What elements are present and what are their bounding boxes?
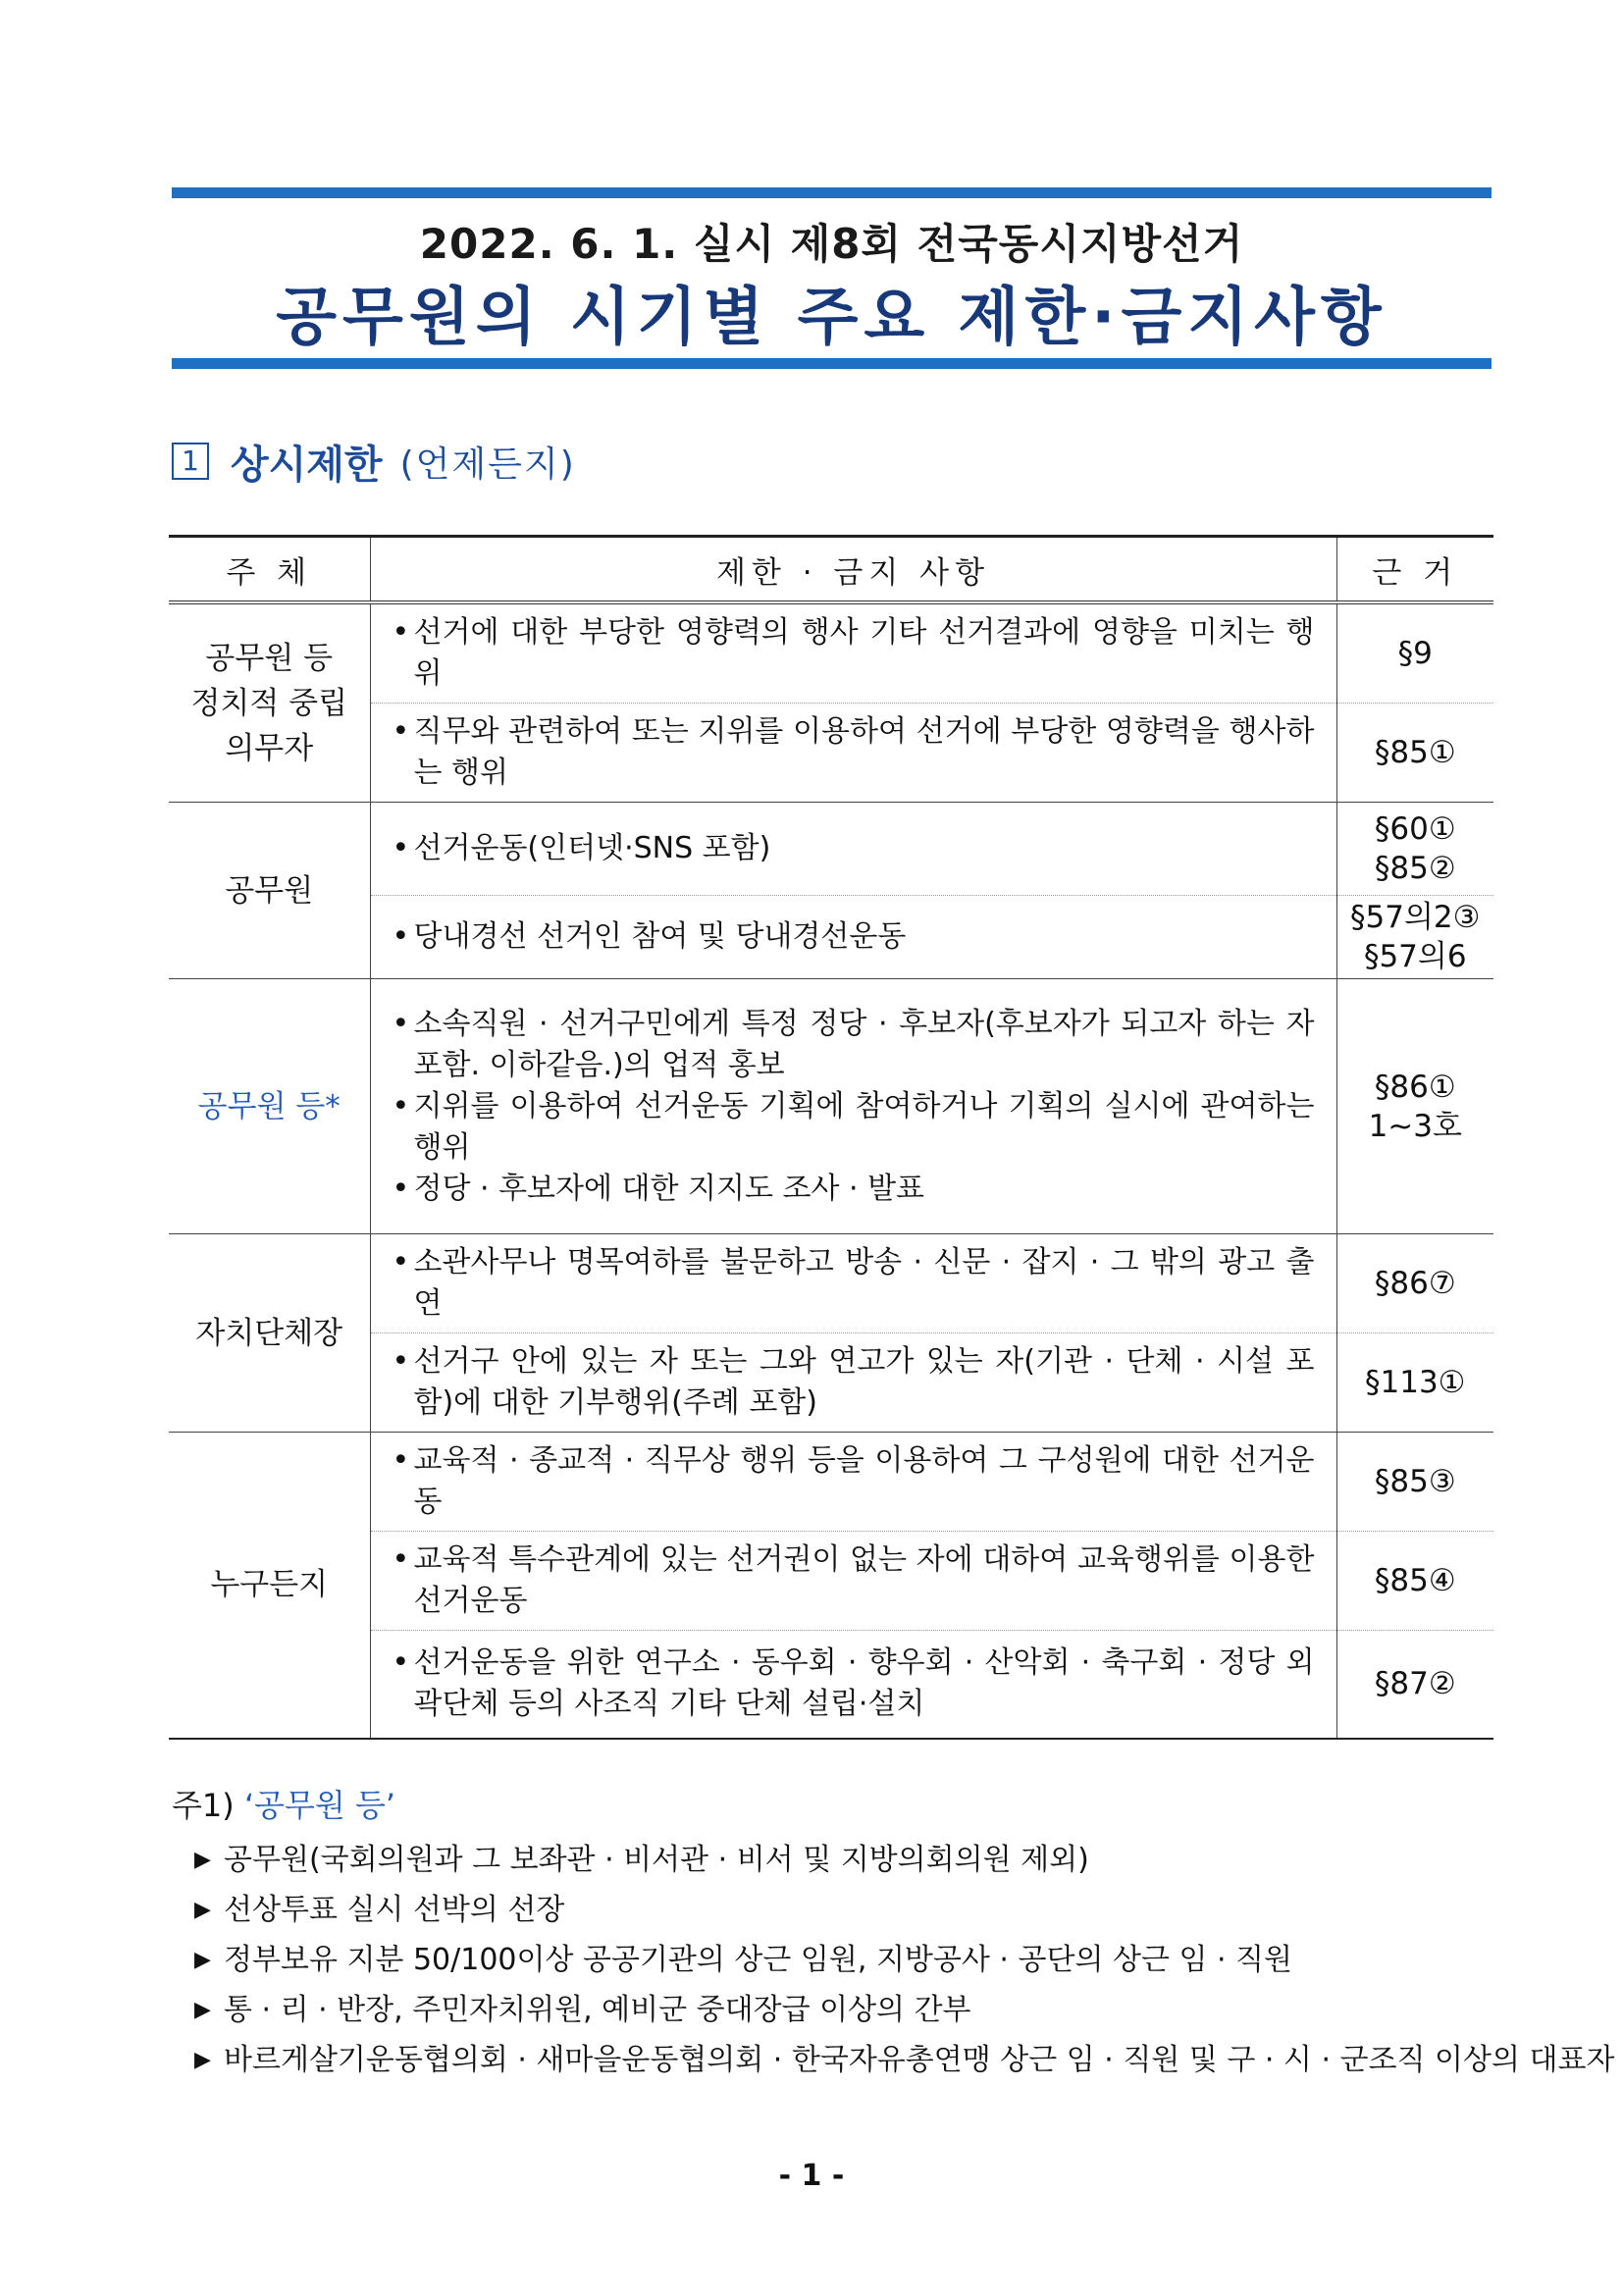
- restriction-item: [393, 1169, 1315, 1210]
- bullet-dot: •: [392, 1645, 410, 1681]
- basis-cell: §85④: [1336, 1532, 1493, 1631]
- page-number: - 1 -: [778, 2159, 845, 2193]
- header-subject: 주 체: [169, 537, 370, 603]
- note-list: [194, 1835, 1614, 2085]
- bullet-dot: •: [392, 1344, 410, 1379]
- content-cell: [370, 1631, 1336, 1739]
- note-label: 주1): [172, 1787, 235, 1824]
- restriction-text: 지위를 이용하여 선거운동 기획에 참여하거나 기획의 실시에 관여하는 행위: [413, 1088, 1315, 1165]
- restriction-text: 교육적 · 종교적 · 직무상 행위 등을 이용하여 그 구성원에 대한 선거운동: [413, 1443, 1315, 1519]
- restriction-text: 선거에 대한 부당한 영향력의 행사 기타 선거결과에 영향을 미치는 행위: [413, 615, 1315, 691]
- restriction-item: [393, 612, 1315, 695]
- section-number: 1: [172, 443, 209, 480]
- subject-cell: 누구든지: [169, 1433, 370, 1739]
- basis-cell: §87②: [1336, 1631, 1493, 1739]
- bullet-dot: •: [392, 714, 410, 749]
- restriction-item: [393, 1539, 1315, 1622]
- arrow-icon: ▶: [194, 1848, 211, 1872]
- bullet-dot: •: [392, 1088, 410, 1123]
- content-cell: [370, 979, 1336, 1234]
- restriction-item: [393, 1341, 1315, 1424]
- table-row: [169, 1234, 1493, 1333]
- note-text: 공무원(국회의원과 그 보좌관 · 비서관 · 비서 및 지방의회의원 제외): [224, 1843, 1089, 1877]
- table-row: [169, 1433, 1493, 1532]
- restriction-text: 선거운동(인터넷·SNS 포함): [413, 831, 771, 865]
- basis-cell: §85①: [1336, 704, 1493, 803]
- note-text: 정부보유 지분 50/100이상 공공기관의 상근 임원, 지방공사 · 공단의 상근 임 · 직원: [224, 1943, 1293, 1977]
- header-bottom-bar: [172, 358, 1492, 369]
- content-cell: [370, 1433, 1336, 1532]
- restriction-item: [393, 828, 1315, 869]
- note-text: 통 · 리 · 반장, 주민자치위원, 예비군 중대장급 이상의 간부: [224, 1993, 971, 2027]
- section-title: 상시제한: [231, 442, 383, 488]
- subject-cell: 공무원: [169, 803, 370, 979]
- header-content: 제한 · 금지 사항: [370, 537, 1336, 603]
- restriction-text: 선거구 안에 있는 자 또는 그와 연고가 있는 자(기관 · 단체 · 시설 포함)에 대한 기부행위(주례 포함): [413, 1344, 1315, 1420]
- bullet-dot: •: [392, 1245, 410, 1279]
- content-cell: [370, 896, 1336, 979]
- table-row: [169, 602, 1493, 704]
- bullet-dot: •: [392, 1171, 410, 1206]
- note-heading: [172, 1781, 395, 1826]
- restriction-item: [393, 1242, 1315, 1325]
- arrow-icon: ▶: [194, 1998, 211, 2022]
- note-item: [194, 2035, 1614, 2085]
- restriction-text: 직무와 관련하여 또는 지위를 이용하여 선거에 부당한 영향력을 행사하는 행위: [413, 714, 1315, 790]
- content-cell: [370, 803, 1336, 896]
- restriction-text: 당내경선 선거인 참여 및 당내경선운동: [413, 919, 907, 954]
- bullet-dot: •: [392, 919, 410, 954]
- restriction-text: 정당 · 후보자에 대한 지지도 조사 · 발표: [413, 1171, 925, 1206]
- content-cell: [370, 1234, 1336, 1333]
- subject-cell: 자치단체장: [169, 1234, 370, 1433]
- bullet-dot: •: [392, 831, 410, 865]
- basis-cell: §86⑦: [1336, 1234, 1493, 1333]
- basis-cell: §85③: [1336, 1433, 1493, 1532]
- basis-cell: §9: [1336, 602, 1493, 704]
- table-row: [169, 979, 1493, 1234]
- subject-cell: 공무원 등 정치적 중립 의무자: [169, 602, 370, 803]
- arrow-icon: ▶: [194, 1898, 211, 1922]
- content-cell: [370, 602, 1336, 704]
- table-body: [169, 602, 1493, 1739]
- restriction-text: 소관사무나 명목여하를 불문하고 방송 · 신문 · 잡지 · 그 밖의 광고 출연: [413, 1245, 1315, 1321]
- header-title: 공무원의 시기별 주요 제한·금지사항: [276, 282, 1387, 354]
- arrow-icon: ▶: [194, 1948, 211, 1972]
- table-header-row: [169, 537, 1493, 603]
- note-item: [194, 1885, 1614, 1935]
- restriction-item: [393, 916, 1315, 958]
- restriction-text: 교육적 특수관계에 있는 선거권이 없는 자에 대하여 교육행위를 이용한 선거운동: [413, 1542, 1315, 1618]
- bullet-dot: •: [392, 1443, 410, 1478]
- restriction-item: [393, 1086, 1315, 1169]
- restriction-item: [393, 711, 1315, 794]
- content-cell: [370, 1532, 1336, 1631]
- note-text: 선상투표 실시 선박의 선장: [224, 1893, 565, 1927]
- arrow-icon: ▶: [194, 2048, 211, 2072]
- basis-cell: §57의2③ §57의6: [1336, 896, 1493, 979]
- subject-cell: 공무원 등*: [169, 979, 370, 1234]
- header-basis: 근 거: [1336, 537, 1493, 603]
- table-row: [169, 803, 1493, 896]
- bullet-dot: •: [392, 615, 410, 650]
- bullet-dot: •: [392, 1542, 410, 1577]
- restrictions-table: [169, 535, 1493, 1740]
- header-subtitle: 2022. 6. 1. 실시 제8회 전국동시지방선거: [419, 220, 1244, 268]
- bullet-dot: •: [392, 1006, 410, 1041]
- restriction-item: [393, 1004, 1315, 1086]
- note-text: 바르게살기운동협의회 · 새마을운동협의회 · 한국자유총연맹 상근 임 · 직원 및 구 · 시 · 군조직 이상의 대표자: [224, 2043, 1615, 2077]
- section-heading: [172, 432, 576, 491]
- section-subtitle: (언제든지): [399, 444, 576, 485]
- basis-cell: §60① §85②: [1336, 803, 1493, 896]
- basis-cell: §86① 1~3호: [1336, 979, 1493, 1234]
- content-cell: [370, 704, 1336, 803]
- note-quoted-term: ‘공무원 등’: [243, 1787, 396, 1824]
- header-top-bar: [172, 187, 1492, 198]
- content-cell: [370, 1333, 1336, 1433]
- restriction-text: 소속직원 · 선거구민에게 특정 정당 · 후보자(후보자가 되고자 하는 자 포함. 이하같음.)의 업적 홍보: [413, 1006, 1315, 1082]
- note-item: [194, 1835, 1614, 1885]
- restriction-item: [393, 1643, 1315, 1725]
- restriction-item: [393, 1440, 1315, 1523]
- basis-cell: §113①: [1336, 1333, 1493, 1433]
- note-item: [194, 1985, 1614, 2035]
- restriction-text: 선거운동을 위한 연구소 · 동우회 · 향우회 · 산악회 · 축구회 · 정당 외곽단체 등의 사조직 기타 단체 설립·설치: [413, 1645, 1315, 1722]
- note-item: [194, 1935, 1614, 1985]
